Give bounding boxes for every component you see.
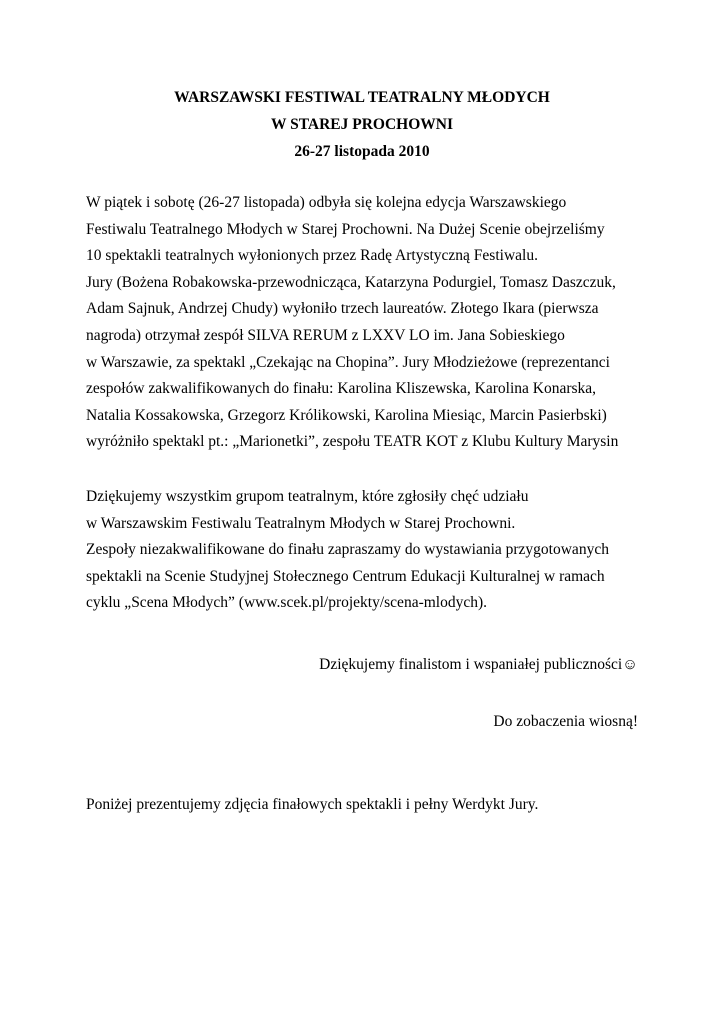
text-line: Festiwalu Teatralnego Młodych w Starej Prochowni. Na Dużej Scenie obejrzeliśmy	[86, 220, 605, 238]
title-line-2: W STAREJ PROCHOWNI	[270, 116, 453, 133]
text-line: Natalia Kossakowska, Grzegorz Królikowski, Karolina Miesiąc, Marcin Pasierbski)	[86, 406, 607, 424]
text-line: w Warszawskim Festiwalu Teatralnym Młodych w Starej Prochowni.	[86, 514, 516, 532]
document-title	[0, 84, 724, 165]
title-line-1: WARSZAWSKI FESTIWAL TEATRALNY MŁODYCH	[174, 89, 550, 106]
text-line: Zespoły niezakwalifikowane do finału zapraszamy do wystawiania przygotowanych	[86, 541, 609, 559]
text-line: w Warszawie, za spektakl „Czekając na Chopina”. Jury Młodzieżowe (reprezentanci	[86, 353, 610, 371]
text-line: W piątek i sobotę (26-27 listopada) odbyła się kolejna edycja Warszawskiego	[86, 194, 567, 211]
text-line: zespołów zakwalifikowanych do finału: Karolina Kliszewska, Karolina Konarska,	[86, 380, 597, 398]
text-line: Adam Sajnuk, Andrzej Chudy) wyłoniło trzech laureatów. Złotego Ikara (pierwsza	[86, 300, 599, 318]
paragraph-festival-summary	[86, 190, 646, 456]
text-line: Jury (Bożena Robakowska-przewodnicząca, Katarzyna Podurgiel, Tomasz Daszczuk,	[86, 273, 616, 291]
text-line: Dziękujemy wszystkim grupom teatralnym, które zgłosiły chęć udziału	[86, 488, 529, 505]
title-line-3: 26-27 listopada 2010	[294, 143, 430, 160]
closing-line: Poniżej prezentujemy zdjęcia finałowych spektakli i pełny Werdykt Jury.	[86, 796, 539, 813]
paragraph-thanks-groups	[86, 484, 646, 617]
farewell-line: Do zobaczenia wiosną!	[493, 713, 638, 730]
thanks-finalists-line: Dziękujemy finalistom i wspaniałej publiczności☺	[319, 656, 638, 673]
text-line: wyróżniło spektakl pt.: „Marionetki”, zespołu TEATR KOT z Klubu Kultury Marysin	[86, 433, 619, 451]
text-line: spektakli na Scenie Studyjnej Stołecznego Centrum Edukacji Kulturalnej w ramach	[86, 567, 605, 585]
text-line: cyklu „Scena Młodych” (www.scek.pl/projekty/scena-mlodych).	[86, 594, 488, 612]
text-line: 10 spektakli teatralnych wyłonionych przez Radę Artystyczną Festiwalu.	[86, 247, 538, 265]
text-line: nagroda) otrzymał zespół SILVA RERUM z LXXV LO im. Jana Sobieskiego	[86, 326, 565, 344]
